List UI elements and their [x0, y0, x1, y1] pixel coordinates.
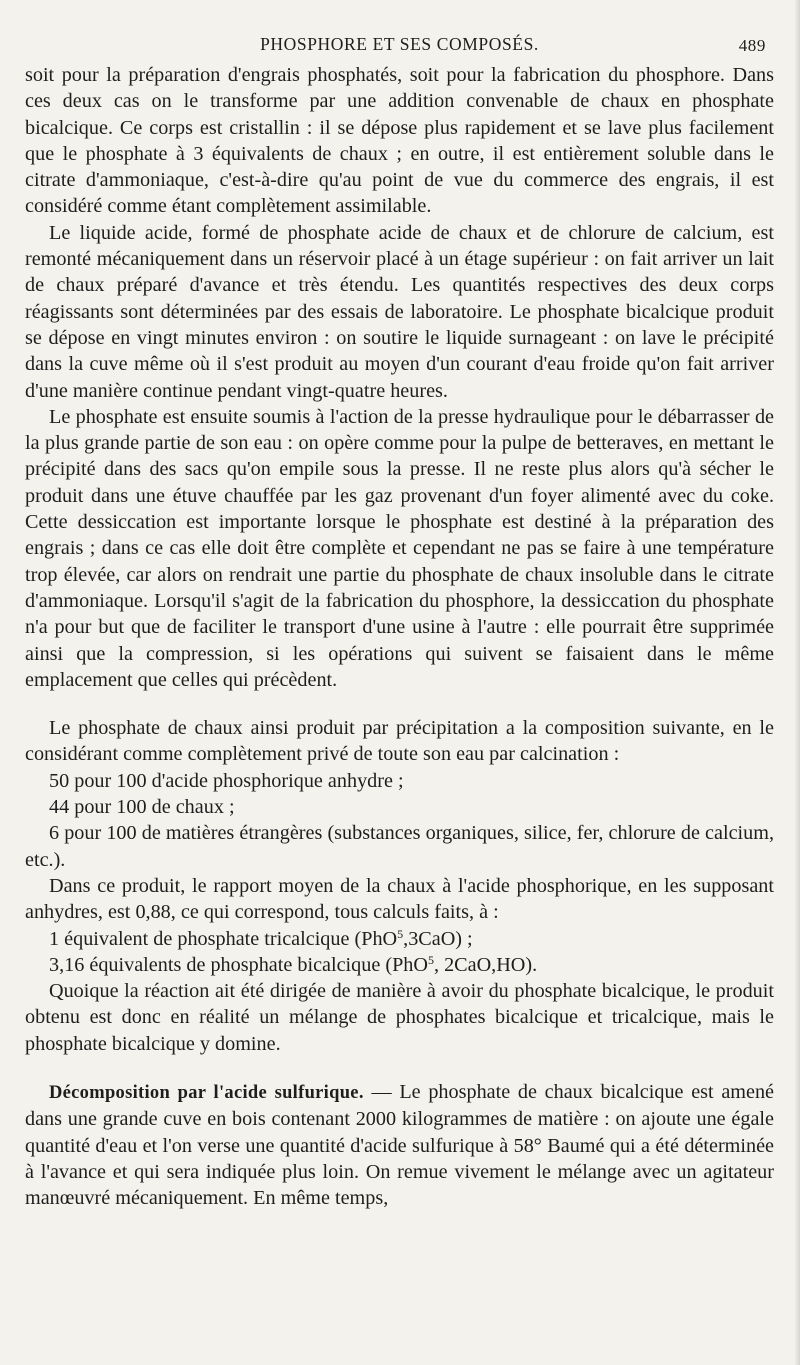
paragraph-rapport: Dans ce produit, le rapport moyen de la chaux à l'acide phosphorique, en les supposant anhydres, est 0,88, ce qui correspond, tous calculs faits, à :: [25, 874, 774, 924]
formula-bicalcique: 3,16 équivalents de phosphate bicalcique (PhO$^5$, 2CaO,HO).: [49, 952, 538, 976]
running-header: [25, 34, 774, 62]
paragraph-presse: Le phosphate est ensuite soumis à l'action de la presse hydraulique pour le débarrasser de la plus grande partie de son eau : on opère comme pour la pulpe de betteraves, en mettant le précipité dans des sacs qu'on empile sous la presse. Il ne reste plus alors qu'à sécher le produit dans une étuve chauffée par les gaz provenant d'un foyer alimenté avec du coke. Cette dessiccation est importante lorsque le phosphate est destiné à la préparation des engrais ; dans ce cas elle doit être complète et cependant ne pas se faire à une température trop élevée, car alors on rendrait une partie du phosphate de chaux insoluble dans le citrate d'ammoniaque. Lorsqu'il s'agit de la fabrication du phosphore, la dessiccation du phosphate n'a pour but que de faciliter le transport d'une usine à l'autre : elle pourrait être supprimée ainsi que la compression, si les opérations qui suivent se faisaient dans le même emplacement que celles qui précèdent.: [25, 405, 774, 691]
paragraph-liquide-acide: Le liquide acide, formé de phosphate acide de chaux et de chlorure de calcium, est remonté mécaniquement dans un réservoir placé à un étage supérieur : on fait arriver un lait de chaux préparé d'avance et très étendu. Les quantités respectives des deux corps réagissants sont déterminées par des essais de laboratoire. Le phosphate bicalcique produit se dépose en vingt minutes environ : on soutire le liquide surnageant : on lave le précipité dans la cuve même où il s'est produit au moyen d'un courant d'eau froide qu'on fait arriver d'une manière continue pendant vingt-quatre heures.: [25, 221, 774, 402]
page-edge-shadow: [794, 0, 800, 1365]
list-item-matieres: 6 pour 100 de matières étrangères (substances organiques, silice, fer, chlorure de calcium, etc.).: [25, 822, 774, 871]
page-number: 489: [738, 36, 766, 55]
list-item-acide: 50 pour 100 d'acide phosphorique anhydre ;: [49, 769, 404, 792]
paragraph-decomposition: Décomposition par l'acide sulfurique. — Le phosphate de chaux bicalcique est amené dans une grande cuve en bois contenant 2000 kilogrammes de matière : on ajoute une égale quantité d'eau et l'on verse une quantité d'acide sulfurique à 58° Baumé qui a été déterminée à l'avance et qui sera indiquée plus loin. On remue vivement le mélange avec un agitateur manœuvré mécaniquement. En même temps,: [25, 1080, 775, 1210]
page-body: [25, 62, 774, 1211]
paragraph-composition: Le phosphate de chaux ainsi produit par précipitation a la composition suivante, en le considérant comme complètement privé de toute son eau par calcination :: [25, 717, 774, 766]
paragraph-continuation: soit pour la préparation d'engrais phosphatés, soit pour la fabrication du phosphore. Dans ces deux cas on le transforme par une addition convenable de chaux en phosphate bicalcique. Ce corps est cristallin : il se dépose plus rapidement et se lave plus facilement que le phosphate à 3 équivalents de chaux ; en outre, il est entièrement soluble dans le citrate d'ammoniaque, c'est-à-dire qu'au point de vue du commerce des engrais, il est considéré comme étant complètement assimilable.: [25, 64, 774, 218]
paragraph-quoique: Quoique la réaction ait été dirigée de manière à avoir du phosphate bicalcique, le produit obtenu est donc en réalité un mélange de phosphates bicalcique et tricalcique, mais le phosphate bicalcique y domine.: [25, 980, 774, 1055]
section-heading: Décomposition par l'acide sulfurique.: [49, 1082, 364, 1103]
formula-tricalcique: 1 équivalent de phosphate tricalcique (PhO$^5$,3CaO) ;: [49, 926, 473, 950]
header-title: PHOSPHORE ET SES COMPOSÉS.: [260, 34, 539, 54]
list-item-chaux: 44 pour 100 de chaux ;: [49, 796, 235, 819]
